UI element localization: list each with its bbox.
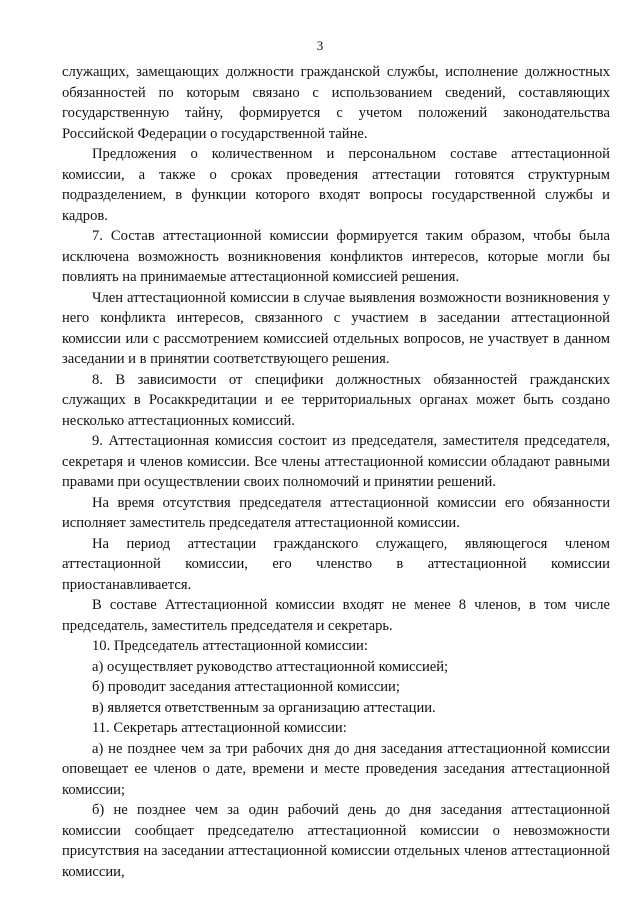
- list-item: б) проводит заседания аттестационной комиссии;: [92, 679, 400, 695]
- paragraph: 7. Состав аттестационной комиссии формируется таким образом, чтобы была исключена возможность возникновения конфликтов интересов, которые могли бы повлиять на принимаемые аттестационной комиссией решения.: [62, 228, 610, 285]
- paragraph: На время отсутствия председателя аттестационной комиссии его обязанности исполняет заместитель председателя аттестационной комиссии.: [62, 494, 610, 531]
- paragraph: На период аттестации гражданского служащего, являющегося членом аттестационной комиссии, его членство в аттестационной комиссии приостанавливается.: [62, 535, 610, 593]
- paragraph: 11. Секретарь аттестационной комиссии:: [92, 720, 347, 736]
- page-number: 3: [316, 38, 324, 53]
- list-item: а) осуществляет руководство аттестационной комиссией;: [92, 658, 449, 675]
- paragraph: Предложения о количественном и персональном составе аттестационной комиссии, а также о сроках проведения аттестации готовятся структурным подразделением, в функции которого входят вопросы государственной службы и кадров.: [62, 146, 610, 224]
- body-text: [62, 62, 610, 882]
- paragraph: 8. В зависимости от специфики должностных обязанностей гражданских служащих в Росаккредитации и ее территориальных органах может быть создано несколько аттестационных комиссий.: [62, 371, 610, 429]
- list-item: в) является ответственным за организацию аттестации.: [92, 699, 436, 716]
- paragraph: 9. Аттестационная комиссия состоит из председателя, заместителя председателя, секретаря и членов комиссии. Все члены аттестационной комиссии обладают равными правами при осуществлении своих полномочий и принятии решений.: [62, 433, 610, 490]
- list-item: а) не позднее чем за три рабочих дня до дня заседания аттестационной комиссии оповещает ее членов о дате, времени и месте проведения заседания аттестационной комиссии;: [62, 740, 610, 798]
- paragraph: Член аттестационной комиссии в случае выявления возможности возникновения у него конфликта интересов, связанного с участием в заседании аттестационной комиссии или с рассмотрением комиссией отдельных вопросов, не участвует в данном заседании и в принятии соответствующего решения.: [62, 289, 610, 367]
- list-item: б) не позднее чем за один рабочий день до дня заседания аттестационной комиссии сообщает председателю аттестационной комиссии о невозможности присутствия на заседании аттестационной комиссии отдельных членов аттестационной комиссии,: [62, 802, 610, 880]
- paragraph: служащих, замещающих должности гражданской службы, исполнение должностных обязанностей по которым связано с использованием сведений, составляющих государственную тайну, формируется с учетом положений законодательства Российской Федерации о государственной тайне.: [62, 64, 610, 142]
- paragraph: 10. Председатель аттестационной комиссии:: [92, 638, 368, 654]
- paragraph: В составе Аттестационной комиссии входят не менее 8 членов, в том числе председатель, заместитель председателя и секретарь.: [62, 597, 610, 634]
